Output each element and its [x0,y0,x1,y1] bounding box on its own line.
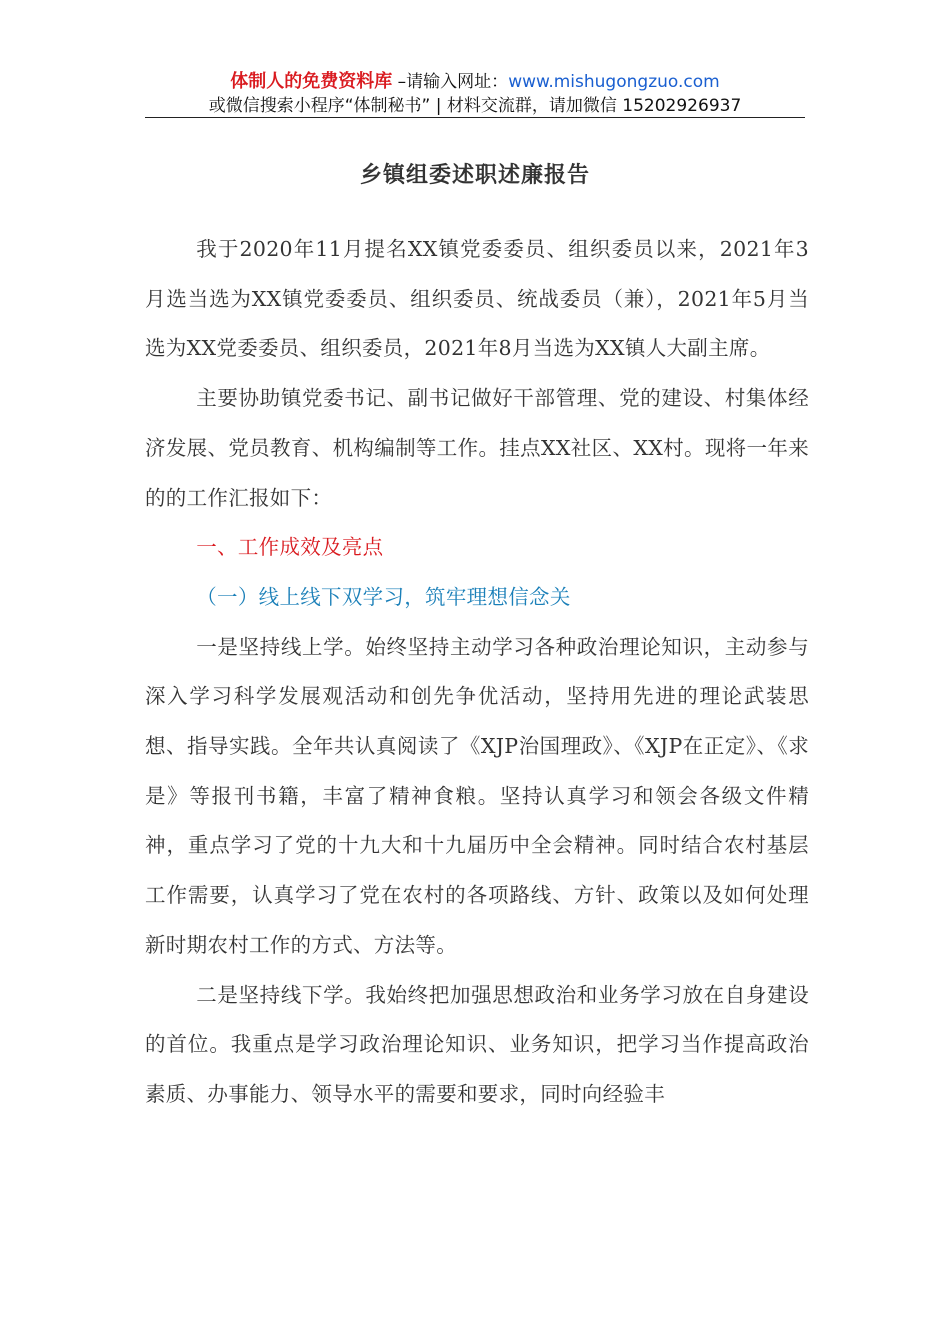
header-line-2: 或微信搜索小程序“体制秘书” | 材料交流群，请加微信 15202926937 [208,96,742,116]
header-prompt: –请输入网址： [392,72,509,92]
document-title: 乡镇组委述职述廉报告 [359,162,590,188]
paragraph-offline-study: 二是坚持线下学。我始终把加强思想政治和业务学习放在自身建设的首位。我重点是学习政治理论知识、业务知识，把学习当作提高政治素质、办事能力、领导水平的需要和要求，同时向经验丰 [145,982,809,1106]
subsection-heading: （一）线上线下双学习，筑牢理想信念关 [196,584,571,609]
page-header [145,70,805,118]
paragraph-intro: 我于2020年11月提名XX镇党委委员、组织委员以来，2021年3月选当选为XX镇党委委员、组织委员、统战委员（兼），2021年5月当选为XX党委委员、组织委员，2021年8月当选为XX镇人大副主席。 [145,237,809,361]
header-line-1 [145,70,805,94]
document-body [145,225,809,1120]
paragraph-duties: 主要协助镇党委书记、副书记做好干部管理、党的建设、村集体经济发展、党员教育、机构编制等工作。挂点XX社区、XX村。现将一年来的的工作汇报如下： [145,386,809,510]
header-divider [145,117,805,118]
header-url-link[interactable]: www.mishugongzuo.com [508,72,720,92]
paragraph-online-study: 一是坚持线上学。始终坚持主动学习各种政治理论知识，主动参与深入学习科学发展观活动和创先争优活动，坚持用先进的理论武装思想、指导实践。全年共认真阅读了《XJP治国理政》、《XJP在正定》、《求是》等报刊书籍，丰富了精神食粮。坚持认真学习和领会各级文件精神，重点学习了党的十九大和十九届历中全会精神。同时结合农村基层工作需要，认真学习了党在农村的各项路线、方针、政策以及如何处理新时期农村工作的方式、方法等。 [145,634,809,957]
section-heading: 一、工作成效及亮点 [196,535,384,560]
header-brand: 体制人的免费资料库 [230,71,393,92]
